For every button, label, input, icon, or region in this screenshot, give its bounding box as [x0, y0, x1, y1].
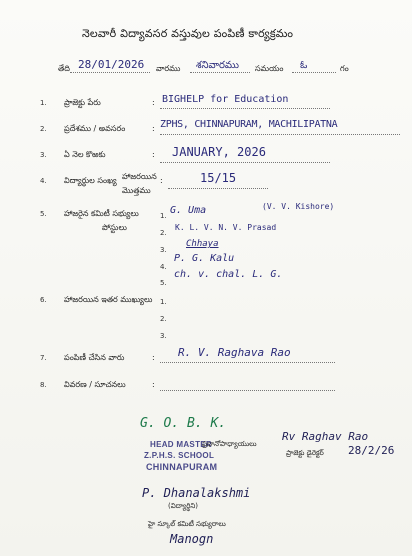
total-label: మొత్తము: [122, 186, 151, 195]
row-number: 7.: [40, 354, 47, 362]
stamp-line-2: Z.P.H.S. SCHOOL: [144, 451, 215, 460]
director-label: ప్రాజెక్టు డైరెక్టర్: [286, 449, 324, 457]
duration-label: సమయం: [255, 64, 284, 73]
date-value: 28/01/2026: [78, 58, 145, 71]
other-number: 3.: [160, 332, 167, 340]
underline: [168, 188, 268, 189]
row-label: వివరణ / సూచనలు: [64, 380, 126, 389]
member-signature: P. G. Kalu: [174, 253, 235, 264]
row-number: 8.: [40, 381, 47, 389]
row-label: విద్యార్థుల సంఖ్య: [64, 176, 117, 185]
colon: :: [152, 124, 155, 133]
row-number: 4.: [40, 177, 47, 185]
member-number: 2.: [160, 229, 167, 237]
posts-label: పోస్టులు: [102, 223, 127, 232]
day-underline: [190, 72, 250, 73]
duration-underline: [292, 72, 336, 73]
hm-label: ప్రధానోపాధ్యాయులు: [202, 440, 257, 448]
underline: [160, 108, 330, 109]
row-number: 5.: [40, 210, 47, 218]
head-master-signature: G. O. B. K.: [140, 416, 227, 431]
director-date: 28/2/26: [348, 444, 395, 457]
underline: [160, 362, 335, 363]
row-label: ప్రాజెక్టు పేరు: [64, 98, 101, 107]
committee-signature: Manogn: [170, 532, 214, 546]
stamp-line-3: CHINNAPURAM: [146, 462, 218, 472]
distributor-value: R. V. Raghava Rao: [178, 346, 291, 359]
underline: [160, 162, 330, 163]
row-label: ఏ నెల కొఱకు: [64, 150, 106, 159]
location-value: ZPHS, CHINNAPURAM, MACHILIPATNA: [160, 119, 338, 130]
row-label: పంపిణీ చేసిన వారు: [64, 353, 125, 362]
attended-label: హాజరయిన: [122, 172, 157, 181]
member-signature: Chhaya: [186, 239, 219, 249]
row-label: హాజరైన కమిటీ సభ్యులు: [64, 209, 139, 218]
duration-value: ఓ: [300, 60, 308, 71]
member-number: 1.: [160, 212, 167, 220]
colon: :: [160, 176, 163, 185]
student-count-value: 15/15: [200, 171, 237, 185]
row-number: 2.: [40, 125, 47, 133]
member-signature: K. L. V. N. V. Prasad: [175, 223, 277, 232]
member-number: 5.: [160, 279, 167, 287]
other-number: 1.: [160, 298, 167, 306]
other-number: 2.: [160, 315, 167, 323]
date-underline: [70, 72, 150, 73]
day-value: శనివారము: [196, 60, 239, 71]
row-label: హాజరయిన ఇతర ముఖ్యులు: [64, 295, 153, 304]
row-number: 3.: [40, 151, 47, 159]
director-signature: Rv Raghav Rao: [282, 430, 369, 443]
row-number: 6.: [40, 296, 47, 304]
row-label: ప్రదేశము / అవసరం: [64, 124, 126, 133]
time-label: వారము: [156, 64, 181, 73]
teacher-label: (విద్యార్థిని): [168, 502, 198, 510]
member-signature: G. Uma: [170, 205, 207, 216]
colon: :: [152, 150, 155, 159]
member-note: (V. V. Kishore): [262, 202, 335, 211]
month-value: JANUARY, 2026: [172, 145, 266, 159]
colon: :: [152, 353, 155, 362]
row-number: 1.: [40, 99, 47, 107]
colon: :: [152, 98, 155, 107]
date-label: తేది: [58, 64, 70, 73]
member-signature: ch. v. chal. L. G.: [174, 269, 283, 280]
stamp-line-1: HEAD MASTER: [150, 440, 212, 449]
member-number: 4.: [160, 263, 167, 271]
member-number: 3.: [160, 246, 167, 254]
form-title: నెలవారీ విద్యావసర వస్తువుల పంపిణీ కార్యక్రమం: [82, 27, 294, 40]
teacher-signature: P. Dhanalakshmi: [142, 486, 251, 500]
colon: :: [152, 380, 155, 389]
committee-label: హై స్కూల్ కమిటీ సభ్యురాలు: [148, 520, 226, 528]
unit-label: గం: [340, 64, 349, 73]
underline: [160, 390, 335, 391]
underline: [160, 134, 400, 135]
project-name-value: BIGHELP for Education: [162, 94, 289, 105]
